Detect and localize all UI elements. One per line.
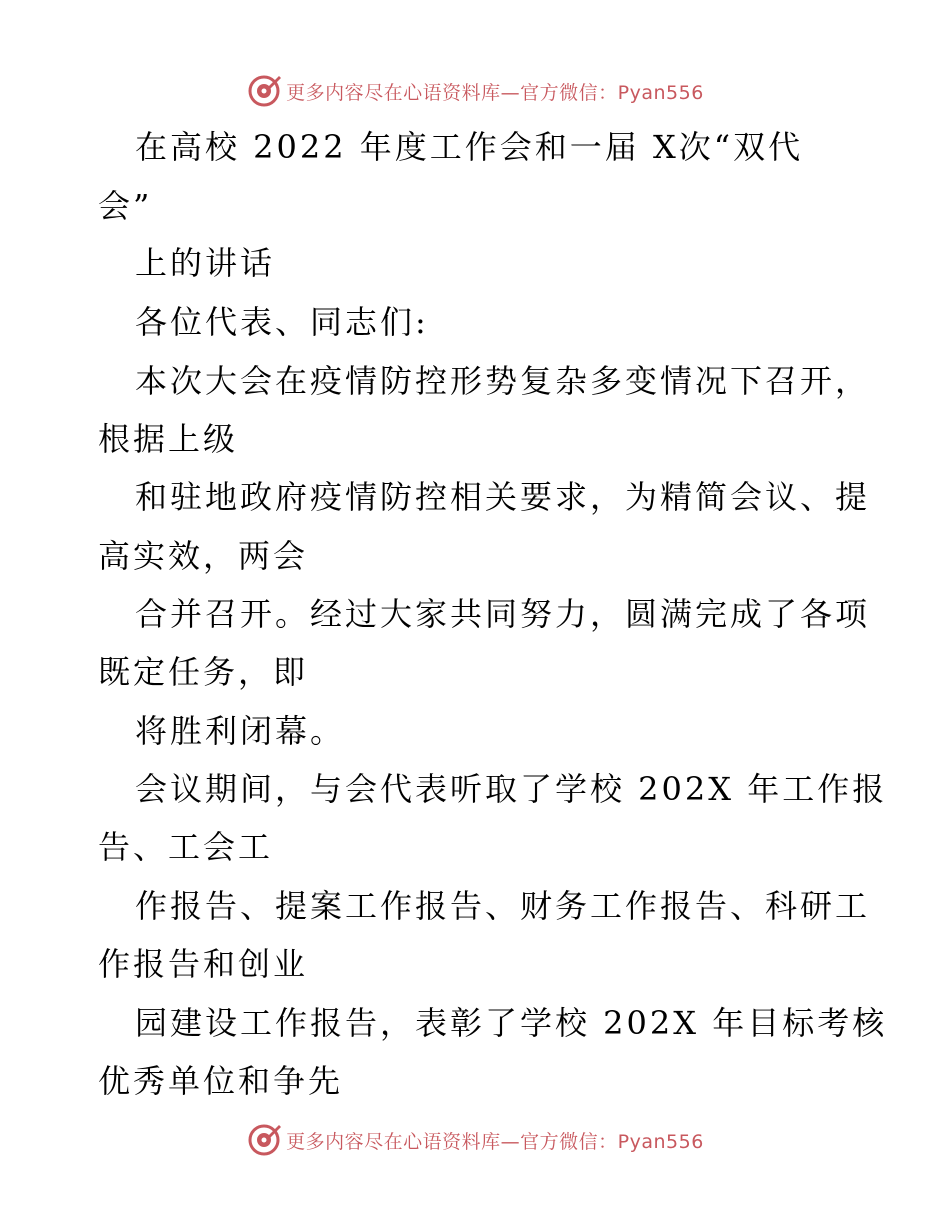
pen-logo-icon: [246, 1122, 282, 1158]
watermark-text: 更多内容尽在心语资料库—官方微信：Pyan556: [286, 1130, 704, 1153]
body-line: 作报告、提案工作报告、财务工作报告、科研工: [135, 887, 871, 925]
body-line: 作报告和创业: [98, 945, 309, 983]
watermark-text: 更多内容尽在心语资料库—官方微信：Pyan556: [286, 81, 704, 104]
body-line: 园建设工作报告，表彰了学校 202X 年目标考核: [135, 1004, 888, 1042]
body-line: 优秀单位和争先: [98, 1062, 344, 1100]
body-line: 既定任务，即: [98, 653, 309, 691]
title-line: 会”: [98, 187, 153, 225]
body-line: 本次大会在疫情防控形势复杂多变情况下召开，: [135, 362, 871, 400]
body-line: 和驻地政府疫情防控相关要求，为精简会议、提: [135, 478, 871, 516]
salutation: 各位代表、同志们:: [135, 303, 429, 341]
body-line: 将胜利闭幕。: [135, 712, 346, 750]
body-line: 高实效，两会: [98, 537, 309, 575]
body-line: 告、工会工: [98, 828, 274, 866]
title-line: 在高校 2022 年度工作会和一届 X次“双代: [135, 128, 804, 166]
watermark-header: [0, 71, 950, 111]
watermark-footer: [0, 1120, 950, 1160]
body-line: 会议期间，与会代表听取了学校 202X 年工作报: [135, 770, 888, 808]
title-line: 上的讲话: [135, 244, 276, 282]
pen-logo-icon: [246, 73, 282, 109]
body-line: 合并召开。经过大家共同努力，圆满完成了各项: [135, 595, 871, 633]
body-line: 根据上级: [98, 420, 239, 458]
